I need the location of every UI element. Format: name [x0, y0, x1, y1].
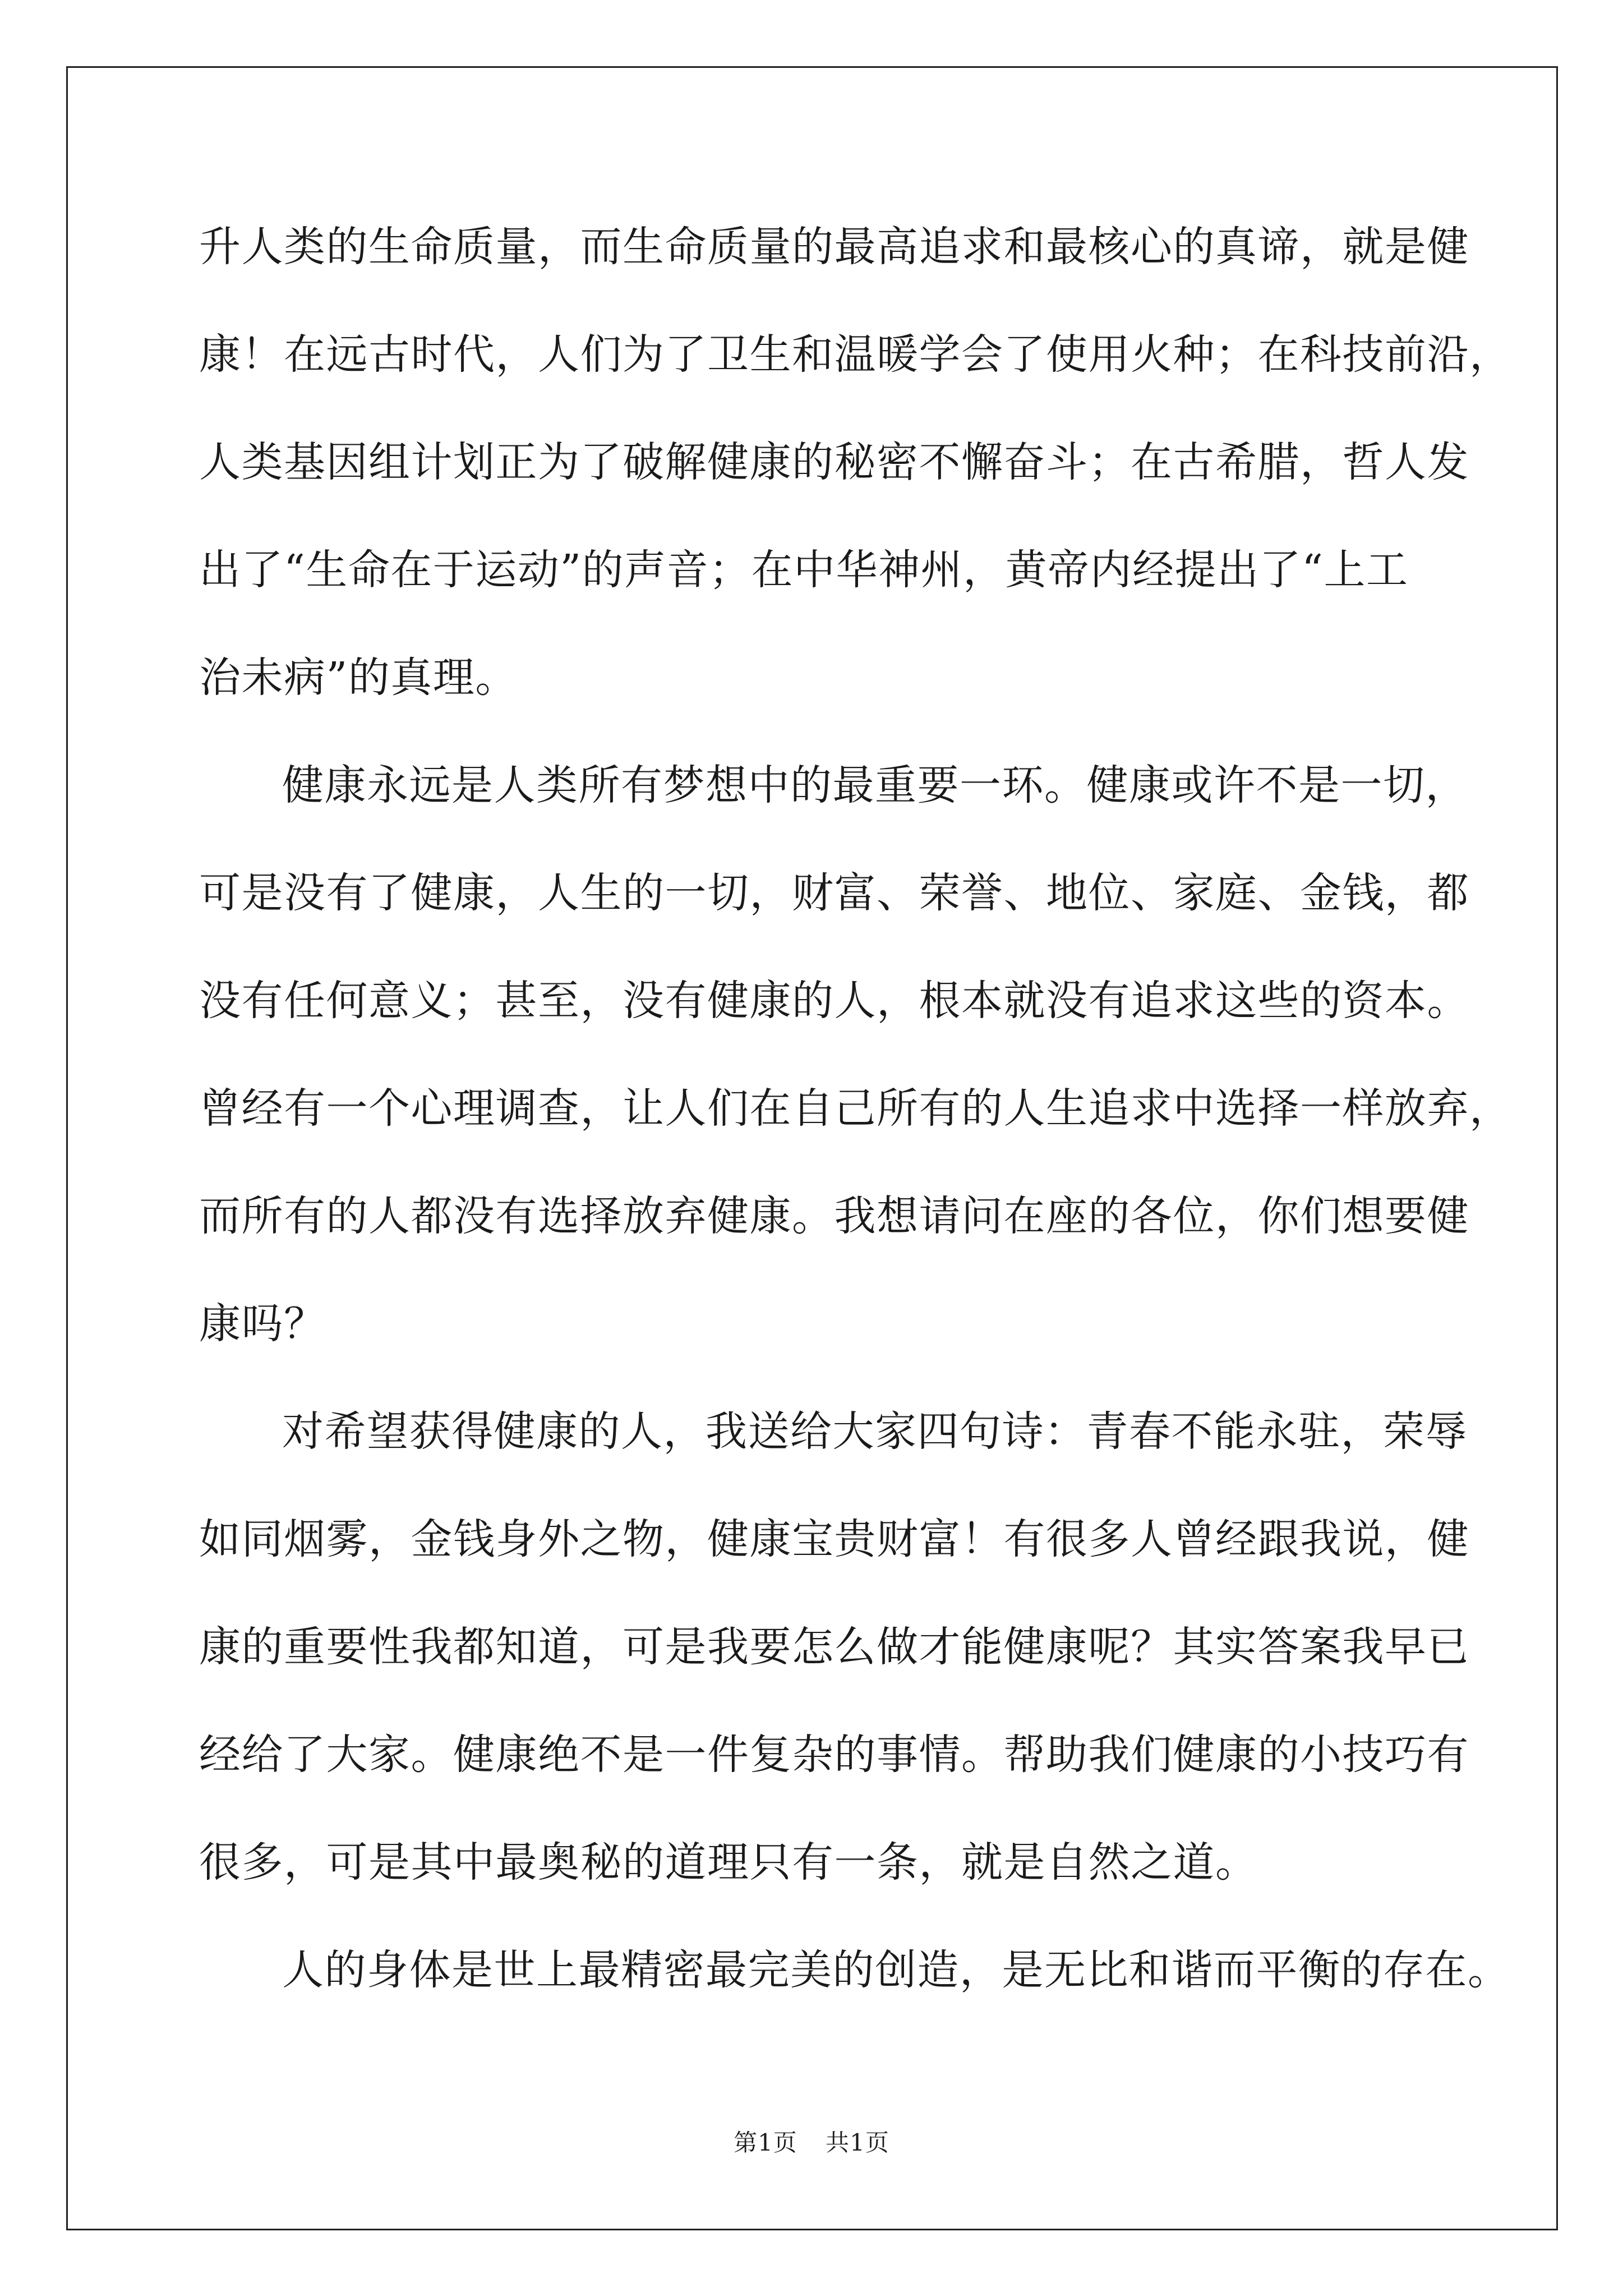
text-line: 没有任何意义；甚至，没有健康的人，根本就没有追求这些的资本。	[199, 977, 1469, 1025]
text-line: 而所有的人都没有选择放弃健康。我想请问在座的各位，你们想要健	[199, 1192, 1469, 1240]
paragraph-first-line: 对希望获得健康的人，我送给大家四句诗：青春不能永驻，荣辱	[282, 1407, 1468, 1456]
text-line: 曾经有一个心理调查，让人们在自己所有的人生追求中选择一样放弃，	[199, 1084, 1512, 1133]
paragraph-first-line: 人的身体是世上最精密最完美的创造，是无比和谐而平衡的存在。	[282, 1946, 1510, 1994]
text-line: 出了“生命在于运动”的声音；在中华神州，黄帝内经提出了“上工	[199, 546, 1409, 594]
text-line: 可是没有了健康，人生的一切，财富、荣誉、地位、家庭、金钱，都	[199, 869, 1469, 917]
text-line: 如同烟雾，金钱身外之物，健康宝贵财富！有很多人曾经跟我说，健	[199, 1515, 1469, 1563]
page-footer	[0, 2129, 1623, 2157]
text-line: 人类基因组计划正为了破解健康的秘密不懈奋斗；在古希腊，哲人发	[199, 438, 1469, 486]
text-line: 康吗？	[199, 1300, 326, 1348]
text-line: 经给了大家。健康绝不是一件复杂的事情。帮助我们健康的小技巧有	[199, 1731, 1469, 1779]
document-body	[199, 216, 1512, 2047]
text-line: 升人类的生命质量，而生命质量的最高追求和最核心的真谛，就是健	[199, 223, 1469, 271]
text-line: 治未病”的真理。	[199, 654, 518, 702]
text-line: 康！在远古时代，人们为了卫生和温暖学会了使用火种；在科技前沿，	[199, 330, 1512, 379]
page-number-total: 共1页	[826, 2129, 889, 2156]
page-number-current: 第1页	[734, 2129, 797, 2156]
text-line: 康的重要性我都知道，可是我要怎么做才能健康呢？其实答案我早已	[199, 1623, 1469, 1671]
paragraph-first-line: 健康永远是人类所有梦想中的最重要一环。健康或许不是一切，	[282, 761, 1468, 809]
text-line: 很多，可是其中最奥秘的道理只有一条，就是自然之道。	[199, 1838, 1258, 1887]
